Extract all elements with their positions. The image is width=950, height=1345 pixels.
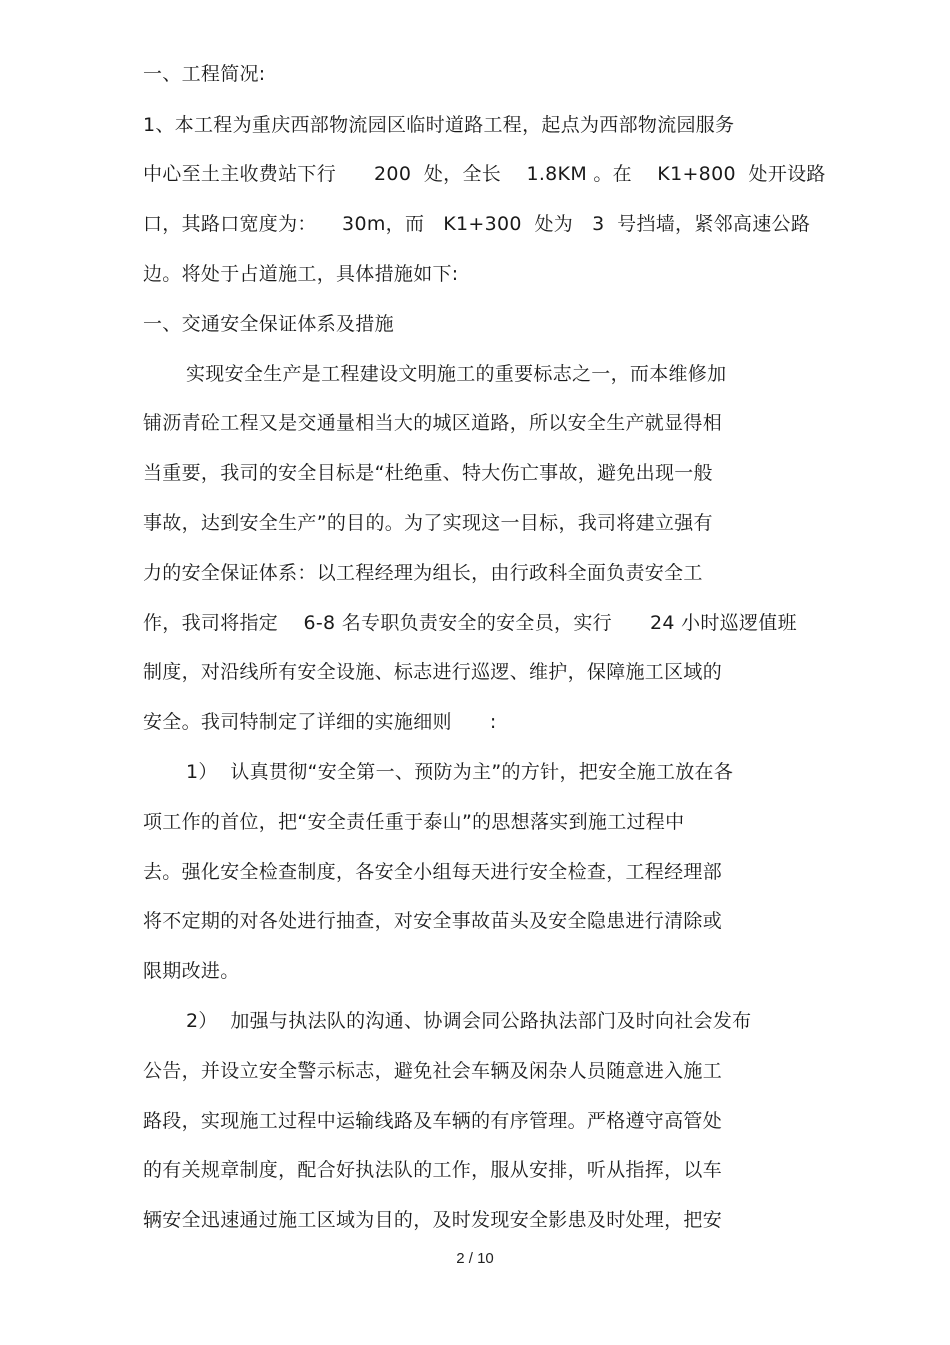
paragraph-line: 公告，并设立安全警示标志，避免社会车辆及闲杂人员随意进入施工: [143, 1060, 723, 1082]
list-item-1-line: 1） 认真贯彻“安全第一、预防为主”的方针，把安全施工放在各: [186, 761, 734, 783]
paragraph-line: 安全。我司特制定了详细的实施细则 :: [143, 711, 497, 733]
paragraph-line: 项工作的首位，把“安全责任重于泰山”的思想落实到施工过程中: [143, 811, 685, 833]
paragraph-line: 去。强化安全检查制度，各安全小组每天进行安全检查，工程经理部: [143, 861, 723, 883]
paragraph-line: 辆安全迅速通过施工区域为目的，及时发现安全影患及时处理，把安: [143, 1209, 723, 1231]
paragraph-line: 实现安全生产是工程建设文明施工的重要标志之一，而本维修加: [186, 363, 727, 385]
paragraph-line: 口，其路口宽度为： 30m，而 K1+300 处为 3 号挡墙，紧邻高速公路: [143, 213, 811, 235]
paragraph-line: 力的安全保证体系：以工程经理为组长，由行政科全面负责安全工: [143, 562, 703, 584]
page-number: 2 / 10: [456, 1250, 494, 1267]
paragraph-line: 路段，实现施工过程中运输线路及车辆的有序管理。严格遵守高管处: [143, 1110, 723, 1132]
section-heading-safety: 一、交通安全保证体系及措施: [143, 313, 394, 335]
paragraph-line: 作，我司将指定 6-8 名专职负责安全的安全员，实行 24 小时巡逻值班: [143, 612, 797, 634]
paragraph-line: 中心至土主收费站下行 200 处，全长 1.8KM 。在 K1+800 处开设路: [143, 163, 826, 185]
section-heading-overview: 一、工程简况:: [143, 63, 266, 85]
paragraph-line: 限期改进。: [143, 960, 240, 982]
paragraph-line: 将不定期的对各处进行抽查，对安全事故苗头及安全隐患进行清除或: [143, 910, 723, 932]
paragraph-line: 当重要，我司的安全目标是“杜绝重、特大伤亡事故，避免出现一般: [143, 462, 713, 484]
paragraph-line: 边。将处于占道施工，具体措施如下:: [143, 263, 459, 285]
paragraph-line: 铺沥青砼工程又是交通量相当大的城区道路，所以安全生产就显得相: [143, 412, 723, 434]
paragraph-line: 制度，对沿线所有安全设施、标志进行巡逻、维护，保障施工区域的: [143, 661, 723, 683]
paragraph-line: 的有关规章制度，配合好执法队的工作，服从安排，听从指挥，以车: [143, 1159, 723, 1181]
paragraph-line: 事故，达到安全生产”的目的。为了实现这一目标，我司将建立强有: [143, 512, 713, 534]
list-item-2-line: 2） 加强与执法队的沟通、协调会同公路执法部门及时向社会发布: [186, 1010, 752, 1032]
paragraph-line: 1、本工程为重庆西部物流园区临时道路工程，起点为西部物流园服务: [143, 114, 735, 136]
